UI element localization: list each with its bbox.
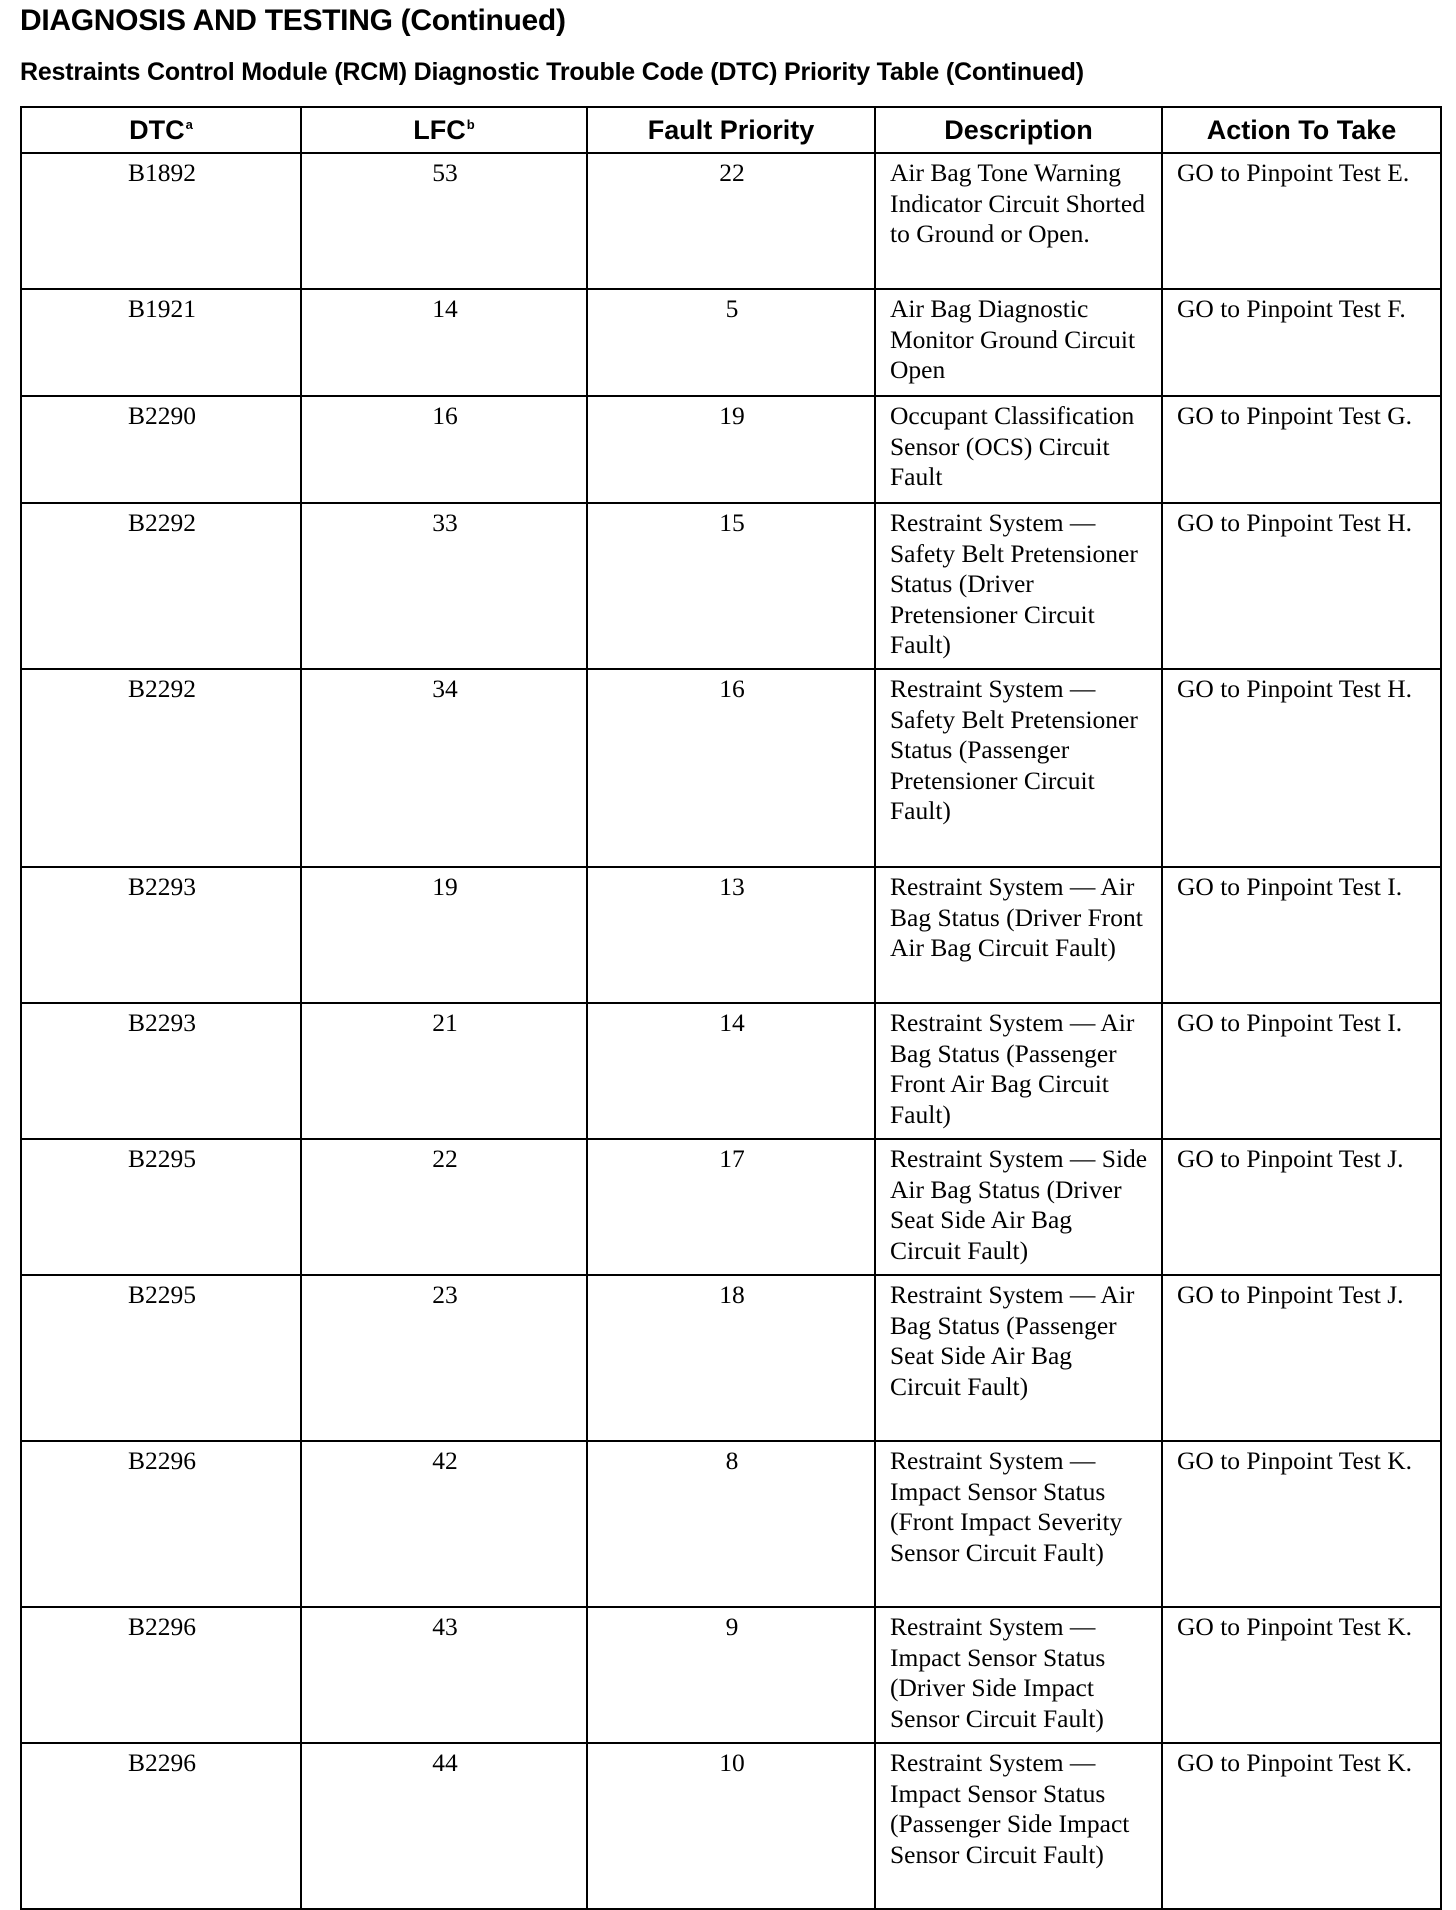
column-header-action: Action To Take bbox=[1162, 107, 1441, 153]
table-title: Restraints Control Module (RCM) Diagnostic Trouble Code (DTC) Priority Table (Continued) bbox=[20, 58, 1084, 86]
description-cell: Restraint System — Side Air Bag Status (Driver Seat Side Air Bag Circuit Fault) bbox=[875, 1139, 1162, 1275]
priority-cell: 16 bbox=[587, 669, 875, 867]
dtc-cell: B1892 bbox=[21, 153, 301, 289]
table-row bbox=[21, 669, 1441, 867]
lfc-cell: 42 bbox=[301, 1441, 587, 1607]
dtc-cell: B1921 bbox=[21, 289, 301, 396]
description-cell: Restraint System — Safety Belt Pretensioner Status (Passenger Pretensioner Circuit Fault) bbox=[875, 669, 1162, 867]
lfc-cell: 23 bbox=[301, 1275, 587, 1441]
dtc-cell: B2293 bbox=[21, 867, 301, 1003]
action-cell: GO to Pinpoint Test H. bbox=[1162, 669, 1441, 867]
table-row bbox=[21, 1441, 1441, 1607]
priority-cell: 5 bbox=[587, 289, 875, 396]
dtc-cell: B2292 bbox=[21, 503, 301, 669]
dtc-cell: B2296 bbox=[21, 1607, 301, 1743]
dtc-cell: B2293 bbox=[21, 1003, 301, 1139]
lfc-cell: 22 bbox=[301, 1139, 587, 1275]
action-cell: GO to Pinpoint Test K. bbox=[1162, 1743, 1441, 1909]
table-row bbox=[21, 1275, 1441, 1441]
action-cell: GO to Pinpoint Test J. bbox=[1162, 1275, 1441, 1441]
description-cell: Air Bag Tone Warning Indicator Circuit Shorted to Ground or Open. bbox=[875, 153, 1162, 289]
dtc-cell: B2295 bbox=[21, 1139, 301, 1275]
description-cell: Air Bag Diagnostic Monitor Ground Circuit Open bbox=[875, 289, 1162, 396]
description-cell: Restraint System — Air Bag Status (Driver Front Air Bag Circuit Fault) bbox=[875, 867, 1162, 1003]
action-cell: GO to Pinpoint Test F. bbox=[1162, 289, 1441, 396]
lfc-cell: 44 bbox=[301, 1743, 587, 1909]
action-cell: GO to Pinpoint Test G. bbox=[1162, 396, 1441, 503]
description-cell: Restraint System — Safety Belt Pretensioner Status (Driver Pretensioner Circuit Fault) bbox=[875, 503, 1162, 669]
table-row bbox=[21, 1743, 1441, 1909]
table-row bbox=[21, 1607, 1441, 1743]
table-row bbox=[21, 1003, 1441, 1139]
priority-cell: 8 bbox=[587, 1441, 875, 1607]
priority-cell: 13 bbox=[587, 867, 875, 1003]
dtc-cell: B2290 bbox=[21, 396, 301, 503]
priority-cell: 19 bbox=[587, 396, 875, 503]
column-header-fault-priority: Fault Priority bbox=[587, 107, 875, 153]
column-header-description: Description bbox=[875, 107, 1162, 153]
lfc-cell: 34 bbox=[301, 669, 587, 867]
lfc-cell: 16 bbox=[301, 396, 587, 503]
description-cell: Restraint System — Air Bag Status (Passenger Front Air Bag Circuit Fault) bbox=[875, 1003, 1162, 1139]
priority-cell: 18 bbox=[587, 1275, 875, 1441]
description-cell: Restraint System — Impact Sensor Status (Passenger Side Impact Sensor Circuit Fault) bbox=[875, 1743, 1162, 1909]
priority-cell: 15 bbox=[587, 503, 875, 669]
description-cell: Occupant Classification Sensor (OCS) Circuit Fault bbox=[875, 396, 1162, 503]
dtc-cell: B2292 bbox=[21, 669, 301, 867]
dtc-cell: B2295 bbox=[21, 1275, 301, 1441]
description-cell: Restraint System — Impact Sensor Status (Driver Side Impact Sensor Circuit Fault) bbox=[875, 1607, 1162, 1743]
action-cell: GO to Pinpoint Test E. bbox=[1162, 153, 1441, 289]
priority-cell: 17 bbox=[587, 1139, 875, 1275]
action-cell: GO to Pinpoint Test I. bbox=[1162, 867, 1441, 1003]
action-cell: GO to Pinpoint Test H. bbox=[1162, 503, 1441, 669]
column-header-dtc: DTC$^a$ bbox=[21, 107, 301, 153]
table-row bbox=[21, 503, 1441, 669]
action-cell: GO to Pinpoint Test K. bbox=[1162, 1441, 1441, 1607]
lfc-cell: 33 bbox=[301, 503, 587, 669]
table-row bbox=[21, 289, 1441, 396]
table-row bbox=[21, 867, 1441, 1003]
description-cell: Restraint System — Air Bag Status (Passenger Seat Side Air Bag Circuit Fault) bbox=[875, 1275, 1162, 1441]
lfc-cell: 53 bbox=[301, 153, 587, 289]
action-cell: GO to Pinpoint Test K. bbox=[1162, 1607, 1441, 1743]
table-row bbox=[21, 396, 1441, 503]
priority-cell: 14 bbox=[587, 1003, 875, 1139]
dtc-cell: B2296 bbox=[21, 1743, 301, 1909]
priority-cell: 10 bbox=[587, 1743, 875, 1909]
column-header-lfc: LFC$^b$ bbox=[301, 107, 587, 153]
table-header-row bbox=[21, 107, 1441, 153]
table-row bbox=[21, 1139, 1441, 1275]
lfc-cell: 14 bbox=[301, 289, 587, 396]
lfc-cell: 21 bbox=[301, 1003, 587, 1139]
lfc-cell: 43 bbox=[301, 1607, 587, 1743]
description-cell: Restraint System — Impact Sensor Status (Front Impact Severity Sensor Circuit Fault) bbox=[875, 1441, 1162, 1607]
table-row bbox=[21, 153, 1441, 289]
priority-cell: 22 bbox=[587, 153, 875, 289]
action-cell: GO to Pinpoint Test I. bbox=[1162, 1003, 1441, 1139]
lfc-cell: 19 bbox=[301, 867, 587, 1003]
dtc-priority-table bbox=[20, 106, 1442, 1910]
action-cell: GO to Pinpoint Test J. bbox=[1162, 1139, 1441, 1275]
priority-cell: 9 bbox=[587, 1607, 875, 1743]
dtc-cell: B2296 bbox=[21, 1441, 301, 1607]
page-title: DIAGNOSIS AND TESTING (Continued) bbox=[20, 4, 566, 37]
